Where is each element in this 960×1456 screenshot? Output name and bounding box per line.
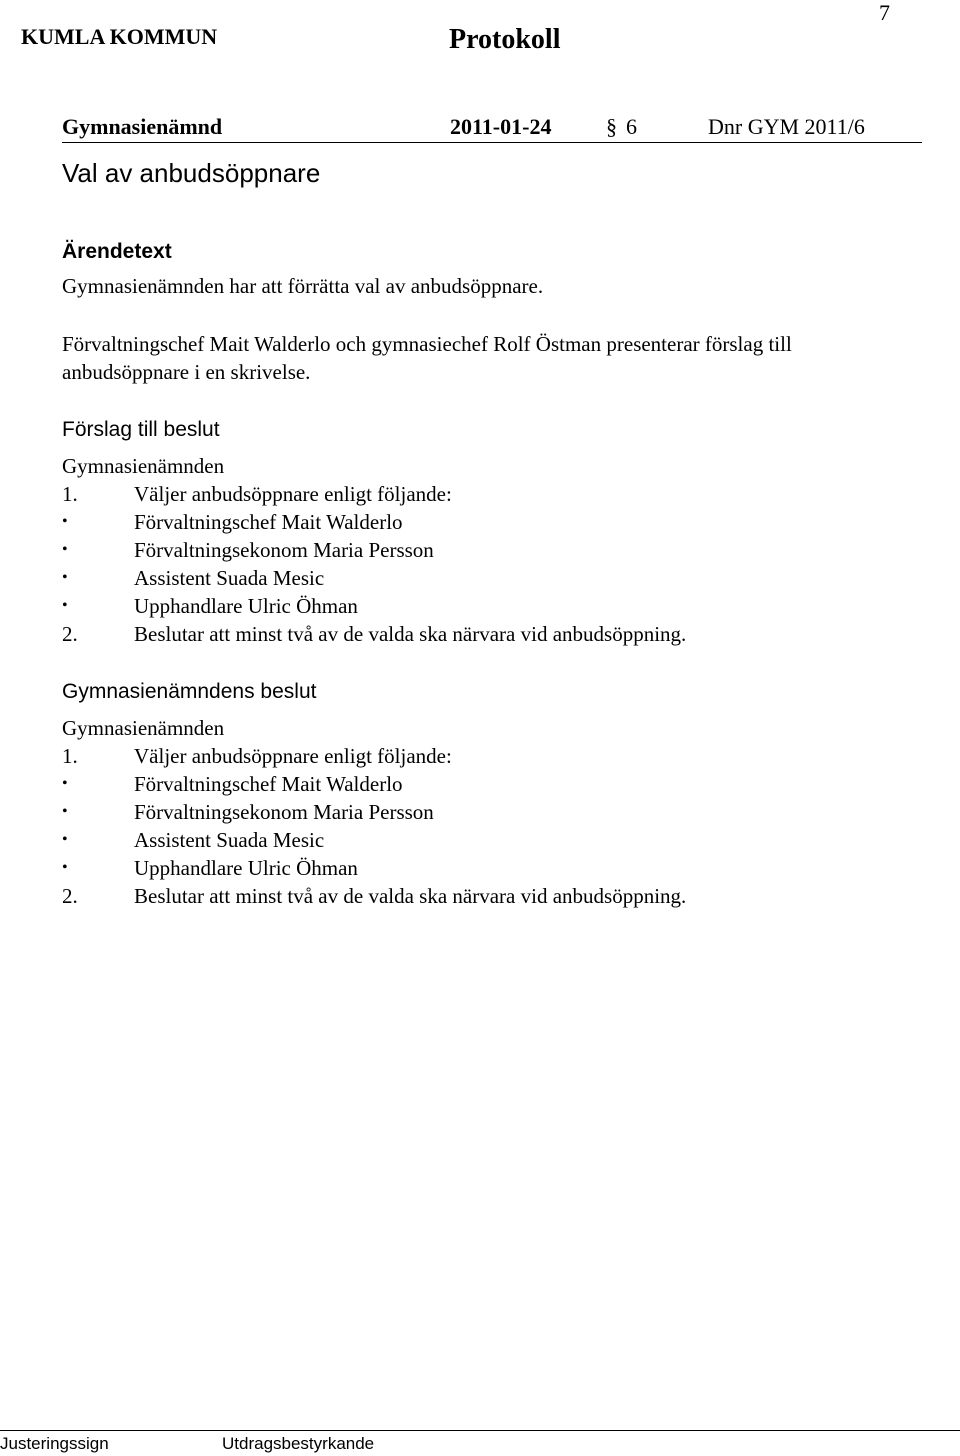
paragraph-number: 6 bbox=[626, 114, 637, 139]
beslut-item-2-number: 2. bbox=[62, 884, 78, 908]
beslut-bullet-text: Förvaltningschef Mait Walderlo bbox=[134, 772, 403, 796]
forslag-bullet-text: Förvaltningsekonom Maria Persson bbox=[134, 538, 434, 562]
bullet-icon: • bbox=[62, 597, 68, 614]
forslag-bullet-text: Assistent Suada Mesic bbox=[134, 566, 325, 590]
forslag-heading: Förslag till beslut bbox=[62, 418, 220, 441]
forslag-subject-text: Gymnasienämnden bbox=[62, 454, 225, 478]
beslut-item-1-number: 1. bbox=[62, 744, 78, 768]
footer-divider bbox=[0, 1430, 960, 1431]
footer-justeringssign: Justeringssign bbox=[0, 1434, 109, 1453]
beslut-subject-text: Gymnasienämnden bbox=[62, 716, 225, 740]
beslut-item-2-text: Beslutar att minst två av de valda ska närvara vid anbudsöppning. bbox=[134, 884, 687, 908]
bullet-icon: • bbox=[62, 859, 68, 876]
beslut-bullet-text: Assistent Suada Mesic bbox=[134, 828, 325, 852]
bullet-icon: • bbox=[62, 569, 68, 586]
meeting-date: 2011-01-24 bbox=[450, 114, 552, 139]
meta-divider bbox=[62, 142, 922, 143]
arendetext-paragraph-2-line-2: anbudsöppnare i en skrivelse. bbox=[62, 360, 311, 384]
bullet-icon: • bbox=[62, 775, 68, 792]
forslag-bullet-text: Upphandlare Ulric Öhman bbox=[134, 594, 358, 618]
page-title: Val av anbudsöppnare bbox=[62, 158, 321, 188]
paragraph-symbol: § bbox=[606, 114, 617, 139]
diary-number: Dnr GYM 2011/6 bbox=[708, 114, 865, 139]
bullet-icon: • bbox=[62, 541, 68, 558]
organization-name: KUMLA KOMMUN bbox=[21, 24, 218, 49]
bullet-icon: • bbox=[62, 803, 68, 820]
page-number: 7 bbox=[879, 0, 890, 25]
forslag-item-2-number: 2. bbox=[62, 622, 78, 646]
meta-row bbox=[62, 114, 922, 142]
bullet-icon: • bbox=[62, 831, 68, 848]
arendetext-paragraph-2-line-1: Förvaltningschef Mait Walderlo och gymnasiechef Rolf Östman presenterar förslag till bbox=[62, 332, 792, 356]
bullet-icon: • bbox=[62, 513, 68, 530]
forslag-bullet-text: Förvaltningschef Mait Walderlo bbox=[134, 510, 403, 534]
footer-utdragsbestyrkande: Utdragsbestyrkande bbox=[222, 1434, 375, 1453]
beslut-heading: Gymnasienämndens beslut bbox=[62, 680, 317, 703]
document-type: Protokoll bbox=[449, 24, 561, 55]
arendetext-paragraph-2 bbox=[62, 330, 792, 386]
forslag-item-2-text: Beslutar att minst två av de valda ska närvara vid anbudsöppning. bbox=[134, 622, 687, 646]
beslut-bullet-text: Upphandlare Ulric Öhman bbox=[134, 856, 358, 880]
arendetext-paragraph-1: Gymnasienämnden har att förrätta val av anbudsöppnare. bbox=[62, 274, 544, 298]
beslut-item-1-text: Väljer anbudsöppnare enligt följande: bbox=[134, 744, 452, 768]
forslag-item-1-number: 1. bbox=[62, 482, 78, 506]
committee-name: Gymnasienämnd bbox=[62, 114, 223, 139]
arendetext-heading: Ärendetext bbox=[62, 240, 172, 263]
beslut-bullet-text: Förvaltningsekonom Maria Persson bbox=[134, 800, 434, 824]
forslag-item-1-text: Väljer anbudsöppnare enligt följande: bbox=[134, 482, 452, 506]
